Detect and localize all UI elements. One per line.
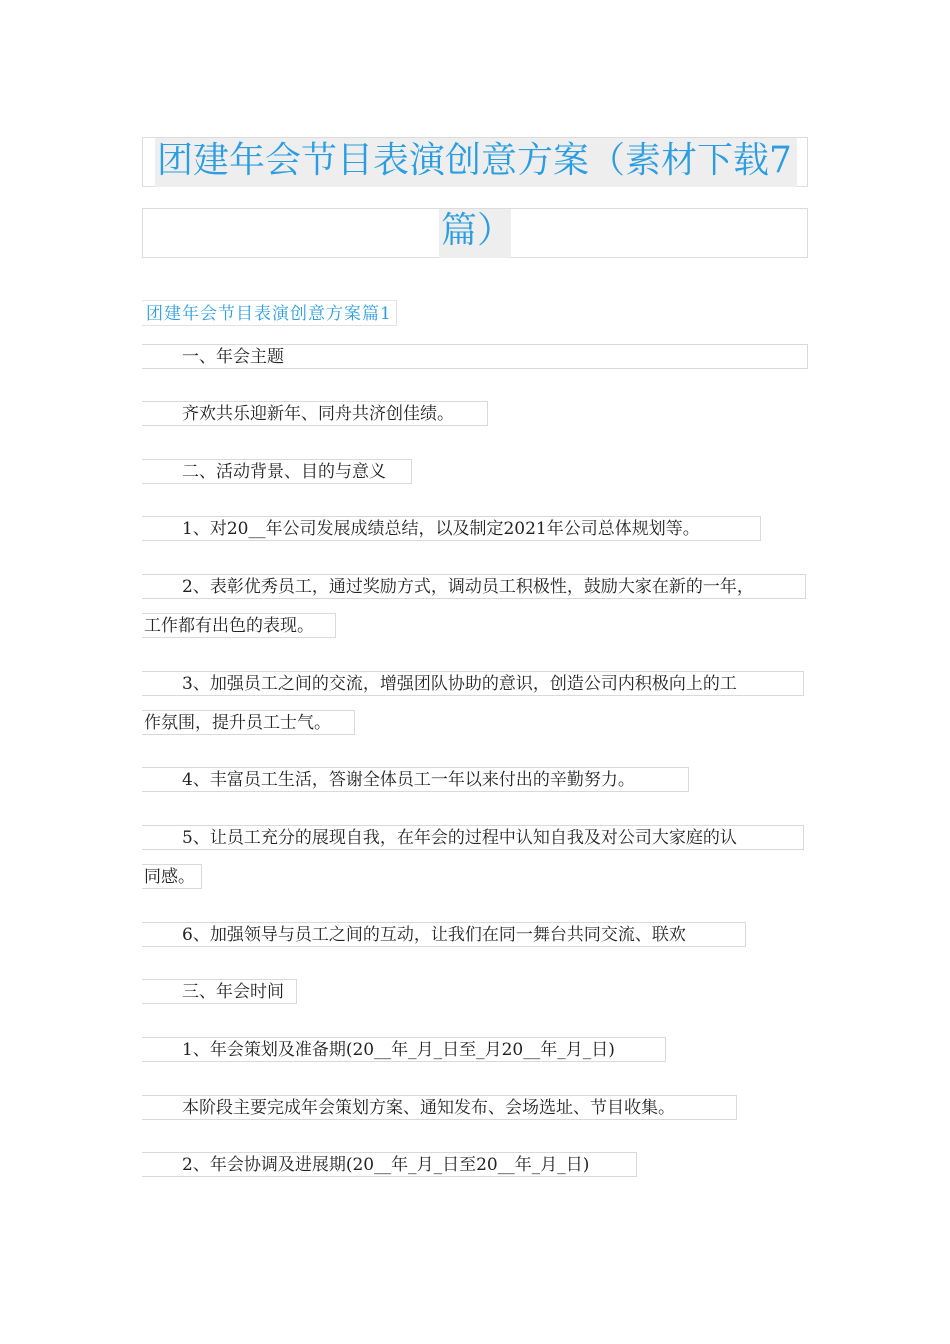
paragraph-text: 4、丰富员工生活，答谢全体员工一年以来付出的辛勤努力。 [182,770,635,790]
paragraph-text: 1、对20__年公司发展成绩总结，以及制定2021年公司总体规划等。 [182,519,700,539]
paragraph-line [142,401,488,426]
paragraph-line [142,344,808,369]
title-line-1-box [142,137,808,187]
paragraph-line [142,671,804,696]
paragraph-text: 2、表彰优秀员工，通过奖励方式，调动员工积极性，鼓励大家在新的一年， [182,577,754,597]
paragraph-text: 2、年会协调及进展期(20__年_月_日至20__年_月_日) [182,1155,590,1175]
title-line-2-box [142,208,808,258]
paragraph-text: 三、年会时间 [182,982,284,1002]
paragraph-line [142,922,746,947]
paragraph-text: 作氛围，提升员工士气。 [144,713,331,733]
paragraph-line [142,516,761,541]
paragraph-line [142,1152,637,1177]
paragraph-text: 工作都有出色的表现。 [144,616,314,636]
paragraph-text: 6、加强领导与员工之间的互动，让我们在同一舞台共同交流、联欢 [182,925,686,945]
paragraph-line [142,979,297,1004]
section-heading: 团建年会节目表演创意方案篇1 [142,300,397,326]
paragraph-text: 3、加强员工之间的交流，增强团队协助的意识，创造公司内积极向上的工 [182,674,737,694]
paragraph-line [142,767,689,792]
paragraph-text: 二、活动背景、目的与意义 [182,462,386,482]
paragraph-line [142,710,355,735]
paragraph-text: 5、让员工充分的展现自我，在年会的过程中认知自我及对公司大家庭的认 [182,828,737,848]
paragraph-line [142,825,804,850]
paragraph-text: 齐欢共乐迎新年、同舟共济创佳绩。 [182,404,454,424]
paragraph-text: 同感。 [144,867,195,887]
paragraph-text: 1、年会策划及准备期(20__年_月_日至_月20__年_月_日) [182,1040,615,1060]
document-title-line-2: 篇） [441,210,514,251]
paragraph-line [142,574,806,599]
paragraph-text: 一、年会主题 [182,347,284,367]
paragraph-line [142,1095,737,1120]
paragraph-line [142,864,202,889]
paragraph-text: 本阶段主要完成年会策划方案、通知发布、会场选址、节目收集。 [182,1098,675,1118]
paragraph-line [142,1037,666,1062]
paragraph-line [142,613,336,638]
document-title-line-1: 团建年会节目表演创意方案（素材下载7 [157,140,792,181]
paragraph-line [142,459,412,484]
